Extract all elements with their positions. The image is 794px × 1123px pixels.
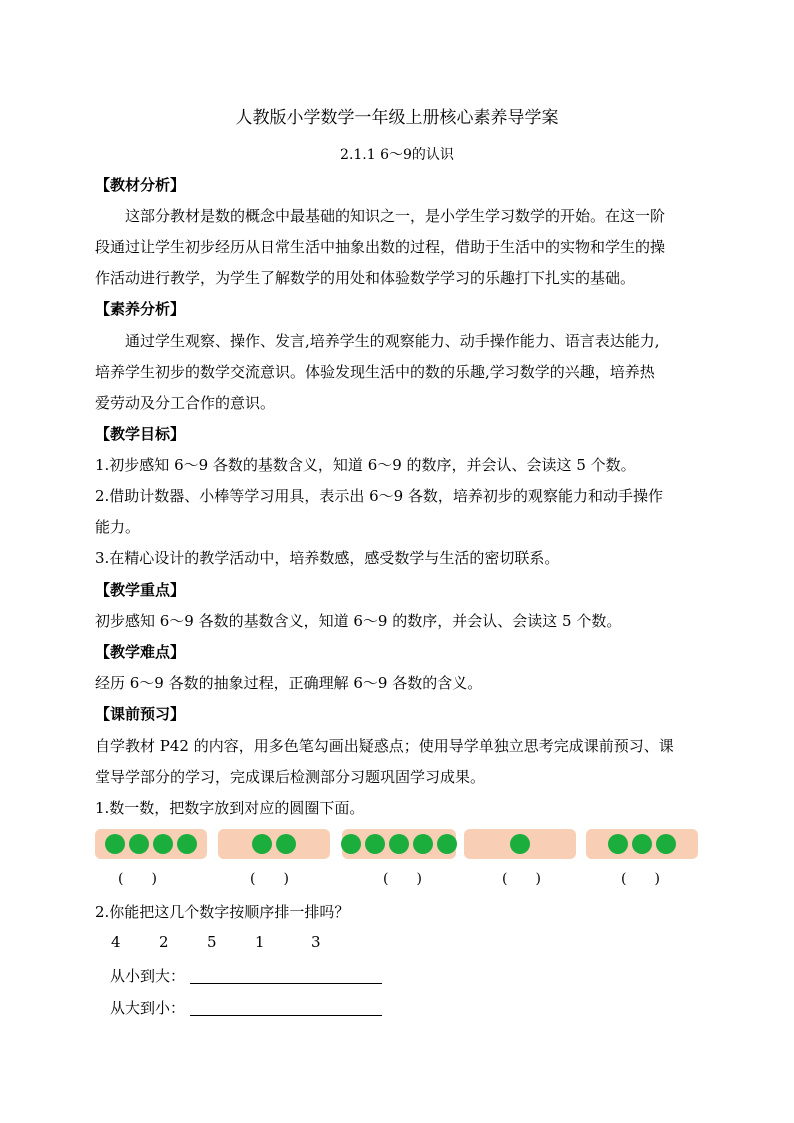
- green-dot: [608, 834, 628, 854]
- answer-paren-1[interactable]: ( ): [118, 871, 157, 887]
- preview-line-1: 自学教材 P42 的内容，用多色笔勾画出疑惑点；使用导学单独立思考完成课前预习、课: [95, 737, 674, 755]
- answer-paren-5[interactable]: ( ): [621, 871, 660, 887]
- answer-paren-4[interactable]: ( ): [502, 871, 541, 887]
- number-2: 2: [159, 933, 169, 951]
- green-dot: [437, 834, 457, 854]
- page-subtitle: 2.1.1 6～9的认识: [340, 147, 454, 163]
- literacy-line-3: 爱劳动及分工合作的意识。: [95, 394, 276, 412]
- goals-line-1: 1.初步感知 6～9 各数的基数含义，知道 6～9 的数序，并会认、会读这 5 个数。: [95, 456, 636, 474]
- dot-box-4: [464, 829, 576, 859]
- key-points-heading: 【教学重点】: [95, 581, 186, 599]
- green-dot: [105, 834, 125, 854]
- goals-line-3: 能力。: [95, 518, 141, 536]
- analysis-line-2: 段通过让学生初步经历从日常生活中抽象出数的过程，借助于生活中的实物和学生的操: [95, 238, 666, 256]
- green-dot: [656, 834, 676, 854]
- analysis-line-3: 作活动进行教学，为学生了解数学的用处和体验数学学习的乐趣打下扎实的基础。: [95, 269, 636, 287]
- number-3: 5: [207, 933, 217, 951]
- green-dot: [276, 834, 296, 854]
- goals-heading: 【教学目标】: [95, 425, 186, 443]
- literacy-line-1: 通过学生观察、操作、发言,培养学生的观察能力、动手操作能力、语言表达能力,: [125, 332, 660, 350]
- dot-box-1: [95, 829, 207, 859]
- green-dot: [389, 834, 409, 854]
- answer-paren-2[interactable]: ( ): [250, 871, 289, 887]
- literacy-line-2: 培养学生初步的数学交流意识。体验发现生活中的数的乐趣,学习数学的兴趣，培养热: [95, 363, 655, 381]
- preview-line-2: 堂导学部分的学习，完成课后检测部分习题巩固学习成果。: [95, 768, 486, 786]
- number-4: 1: [255, 933, 265, 951]
- exercise1-prompt: 1.数一数，把数字放到对应的圆圈下面。: [95, 799, 365, 817]
- difficulties-heading: 【教学难点】: [95, 643, 186, 661]
- preview-heading: 【课前预习】: [95, 705, 186, 723]
- green-dot: [129, 834, 149, 854]
- difficulties-text: 经历 6～9 各数的抽象过程，正确理解 6～9 各数的含义。: [95, 674, 483, 692]
- dot-box-2: [218, 829, 330, 859]
- green-dot: [177, 834, 197, 854]
- number-5: 3: [311, 933, 321, 951]
- green-dot: [365, 834, 385, 854]
- green-dot: [341, 834, 361, 854]
- analysis-line-1: 这部分教材是数的概念中最基础的知识之一，是小学生学习数学的开始。在这一阶: [125, 207, 666, 225]
- goals-line-4: 3.在精心设计的教学活动中，培养数感，感受数学与生活的密切联系。: [95, 549, 560, 567]
- page-title: 人教版小学数学一年级上册核心素养导学案: [235, 108, 559, 128]
- small-to-large-label: 从小到大：: [110, 967, 186, 985]
- large-to-small-label: 从大到小：: [110, 999, 186, 1017]
- analysis-heading: 【教材分析】: [95, 176, 186, 194]
- large-to-small-blank[interactable]: [190, 998, 382, 1016]
- goals-line-2: 2.借助计数器、小棒等学习用具，表示出 6～9 各数，培养初步的观察能力和动手操作: [95, 487, 663, 505]
- exercise2-prompt: 2.你能把这几个数字按顺序排一排吗？: [95, 903, 350, 921]
- answer-paren-3[interactable]: ( ): [383, 871, 422, 887]
- small-to-large-blank[interactable]: [190, 966, 382, 984]
- green-dot: [252, 834, 272, 854]
- key-points-text: 初步感知 6～9 各数的基数含义，知道 6～9 的数序，并会认、会读这 5 个数。: [95, 612, 622, 630]
- green-dot: [153, 834, 173, 854]
- number-1: 4: [111, 933, 121, 951]
- green-dot: [632, 834, 652, 854]
- dot-box-5: [586, 829, 698, 859]
- literacy-heading: 【素养分析】: [95, 300, 186, 318]
- dot-box-3: [342, 829, 456, 859]
- green-dot: [510, 834, 530, 854]
- green-dot: [413, 834, 433, 854]
